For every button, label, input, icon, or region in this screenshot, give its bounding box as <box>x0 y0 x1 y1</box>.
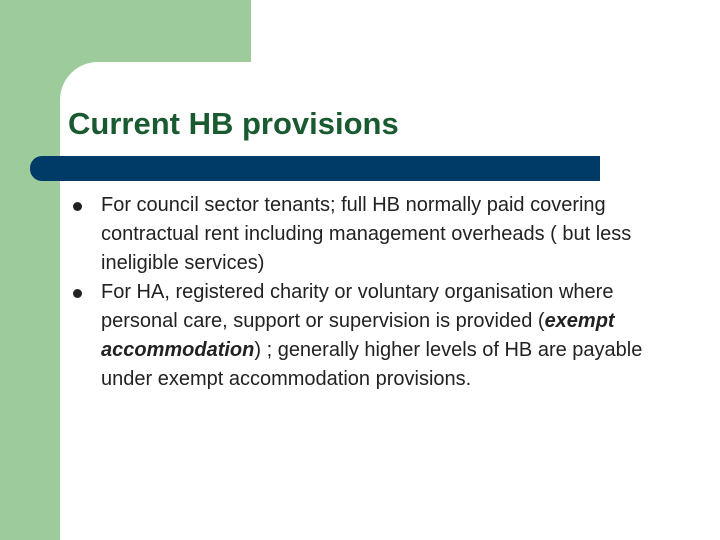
bullet-emphasis: exempt accommodation <box>101 310 615 361</box>
bullet-list <box>72 191 662 394</box>
bullet-text-start: For HA, registered charity or voluntary organisation where personal care, support or supervision is provided ( <box>101 281 614 332</box>
slide-title: Current HB provisions <box>68 106 399 141</box>
title-underline-bar <box>30 156 600 181</box>
bullet-dot-icon <box>73 202 82 211</box>
bullet-text-end: ) ; generally higher levels of HB are payable under exempt accommodation provisions. <box>101 339 643 390</box>
decorative-green-band-left <box>0 0 60 540</box>
bullet-item-council-tenants <box>72 191 662 278</box>
bullet-item-exempt-accommodation <box>72 278 662 394</box>
bullet-text: For council sector tenants; full HB normally paid covering contractual rent including management overheads ( but less ineligible services) <box>101 194 632 274</box>
bullet-dot-icon <box>73 289 82 298</box>
